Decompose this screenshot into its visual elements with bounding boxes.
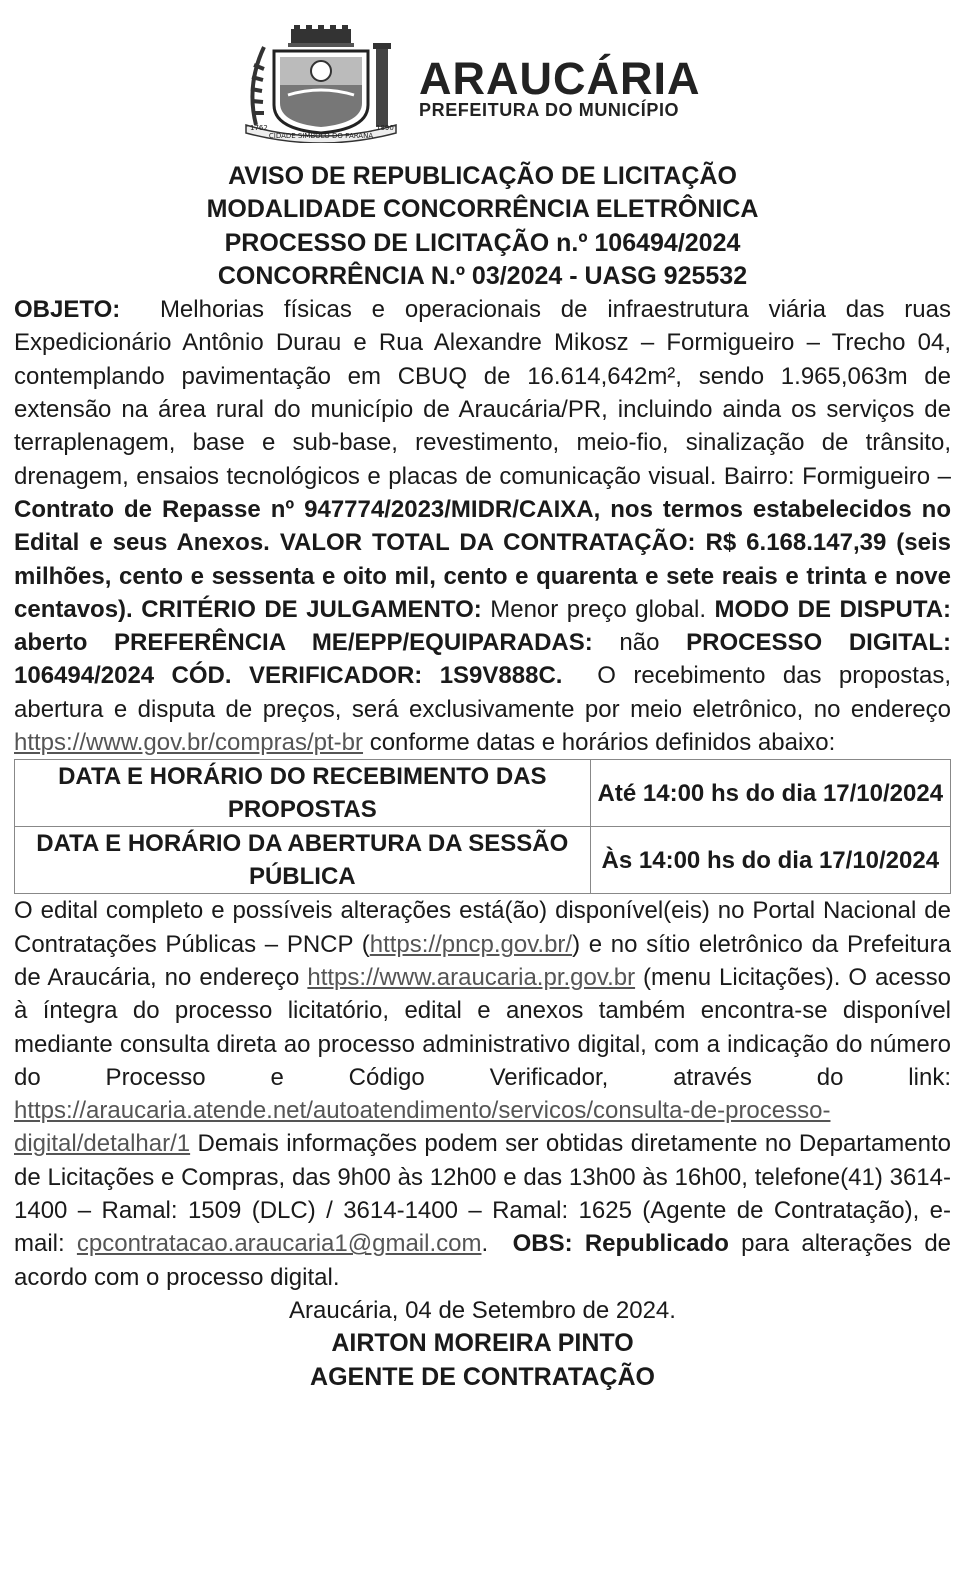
schedule-value: Às 14:00 hs do dia 17/10/2024: [590, 827, 950, 894]
notice-process: PROCESSO DE LICITAÇÃO n.º 106494/2024: [224, 228, 741, 257]
notice-modality: MODALIDADE CONCORRÊNCIA ELETRÔNICA: [206, 195, 759, 224]
signer-name: AIRTON MOREIRA PINTO: [331, 1329, 634, 1358]
notice-title: AVISO DE REPUBLICAÇÃO DE LICITAÇÃO: [228, 162, 737, 190]
edital-text-1: O edital completo e possíveis alterações está(ão) disponível(eis) no Portal Nacional de Contratações Públicas – PNCP (: [14, 897, 951, 958]
obs-text: para alterações de acordo com o processo digital.: [14, 1230, 952, 1291]
edital-text-5: .: [481, 1230, 489, 1258]
objeto-text: Melhorias físicas e operacionais de infraestrutura viária das ruas Expedicionário Antônio Durau e Rua Alexandre Mikosz – Formigueiro – Trecho 04, contemplando pavimentação em CBUQ de 16.614,642m², sendo 1.965,063m de extensão na área rural do município de Araucária/PR, incluindo ainda os serviços de terraplenagem, base e sub-base, revestimento, meio-fio, sinalização de trânsito, drenagem, ensaios tecnológicos e placas de comunicação visual. Bairro: Formigueiro –: [14, 296, 951, 490]
table-row: [15, 760, 951, 827]
edital-text-2: ) e no sítio eletrônico da Prefeitura de Araucária, no endereço: [14, 930, 951, 991]
place-date: Araucária, 04 de Setembro de 2024.: [289, 1296, 676, 1324]
criterio-value: Menor preço global.: [490, 595, 706, 623]
notice-concorrencia: CONCORRÊNCIA N.º 03/2024 - UASG 925532: [217, 261, 748, 290]
objeto-section: [14, 293, 951, 759]
preferencia-value: não: [619, 629, 660, 657]
municipal-crest-icon: [236, 25, 406, 143]
araucaria-site-link[interactable]: https://www.araucaria.pr.gov.br: [307, 963, 636, 991]
signature-block: [14, 1294, 951, 1394]
schedule-label: DATA E HORÁRIO DA ABERTURA DA SESSÃO PÚBLICA: [15, 827, 591, 894]
edital-text-3: (menu Licitações). O acesso à íntegra do processo licitatório, edital e anexos também encontra-se disponível mediante consulta direta ao processo administrativo digital, com a indicação do número do Processo e Código Verificador, através do link:: [14, 963, 952, 1091]
header: [14, 0, 951, 160]
brand-subtitle: PREFEITURA DO MUNICÍPIO: [419, 100, 680, 120]
atende-link[interactable]: https://araucaria.atende.net/autoatendimento/servicos/consulta-de-processo-digital/detalhar/1: [14, 1097, 831, 1158]
email-link[interactable]: cpcontratacao.araucaria1@gmail.com: [76, 1230, 482, 1258]
schedule-label: DATA E HORÁRIO DO RECEBIMENTO DAS PROPOSTAS: [15, 760, 591, 827]
pncp-link[interactable]: https://pncp.gov.br/: [369, 930, 573, 958]
notice-titles: [14, 160, 951, 293]
recebimento-text: O recebimento das propostas, abertura e disputa de preços, será exclusivamente por meio eletrônico, no endereço: [14, 662, 951, 723]
crest-ribbon-text: CIDADE SÍMBOLO DO PARANÁ: [268, 132, 374, 140]
brand-name: ARAUCÁRIA: [419, 53, 701, 104]
edital-section: [14, 894, 951, 1294]
modo-disputa: MODO DE DISPUTA: aberto: [14, 595, 952, 657]
crest-year-right: 1890: [376, 124, 394, 132]
edital-text-4: Demais informações podem ser obtidas diretamente no Departamento de Licitações e Compras, das 9h00 às 12h00 e das 13h00 às 16h00, telefone(41) 3614-1400 – Ramal: 1509 (DLC) / 3614-1400 – Ramal: 1625 (Agente de Contratação), e-mail:: [14, 1130, 951, 1258]
schedule-table: [14, 759, 951, 894]
brand: [419, 53, 701, 120]
schedule-value: Até 14:00 hs do dia 17/10/2024: [590, 760, 950, 827]
objeto-label: OBJETO:: [14, 296, 121, 324]
signer-role: AGENTE DE CONTRATAÇÃO: [310, 1362, 655, 1391]
preferencia-label: PREFERÊNCIA ME/EPP/EQUIPARADAS:: [114, 629, 593, 657]
contrato-text: Contrato de Repasse nº 947774/2023/MIDR/CAIXA, nos termos estabelecidos no Edital e seus Anexos. VALOR TOTAL DA CONTRATAÇÃO: R$ 6.168.147,39 (seis milhões, cento e sessenta e oito mil, cento e quarenta e sete reais e trinta e nove centavos). CRITÉRIO DE JULGAMENTO:: [14, 495, 951, 623]
crest-year-left: 1762: [250, 124, 268, 132]
compras-link[interactable]: https://www.gov.br/compras/pt-br: [14, 729, 364, 757]
processo-digital: PROCESSO DIGITAL: 106494/2024 CÓD. VERIFICADOR: 1S9V888C.: [14, 629, 952, 690]
recebimento-tail: conforme datas e horários definidos abaixo:: [369, 729, 836, 757]
obs-label: OBS: Republicado: [512, 1230, 729, 1258]
table-row: [15, 827, 951, 894]
